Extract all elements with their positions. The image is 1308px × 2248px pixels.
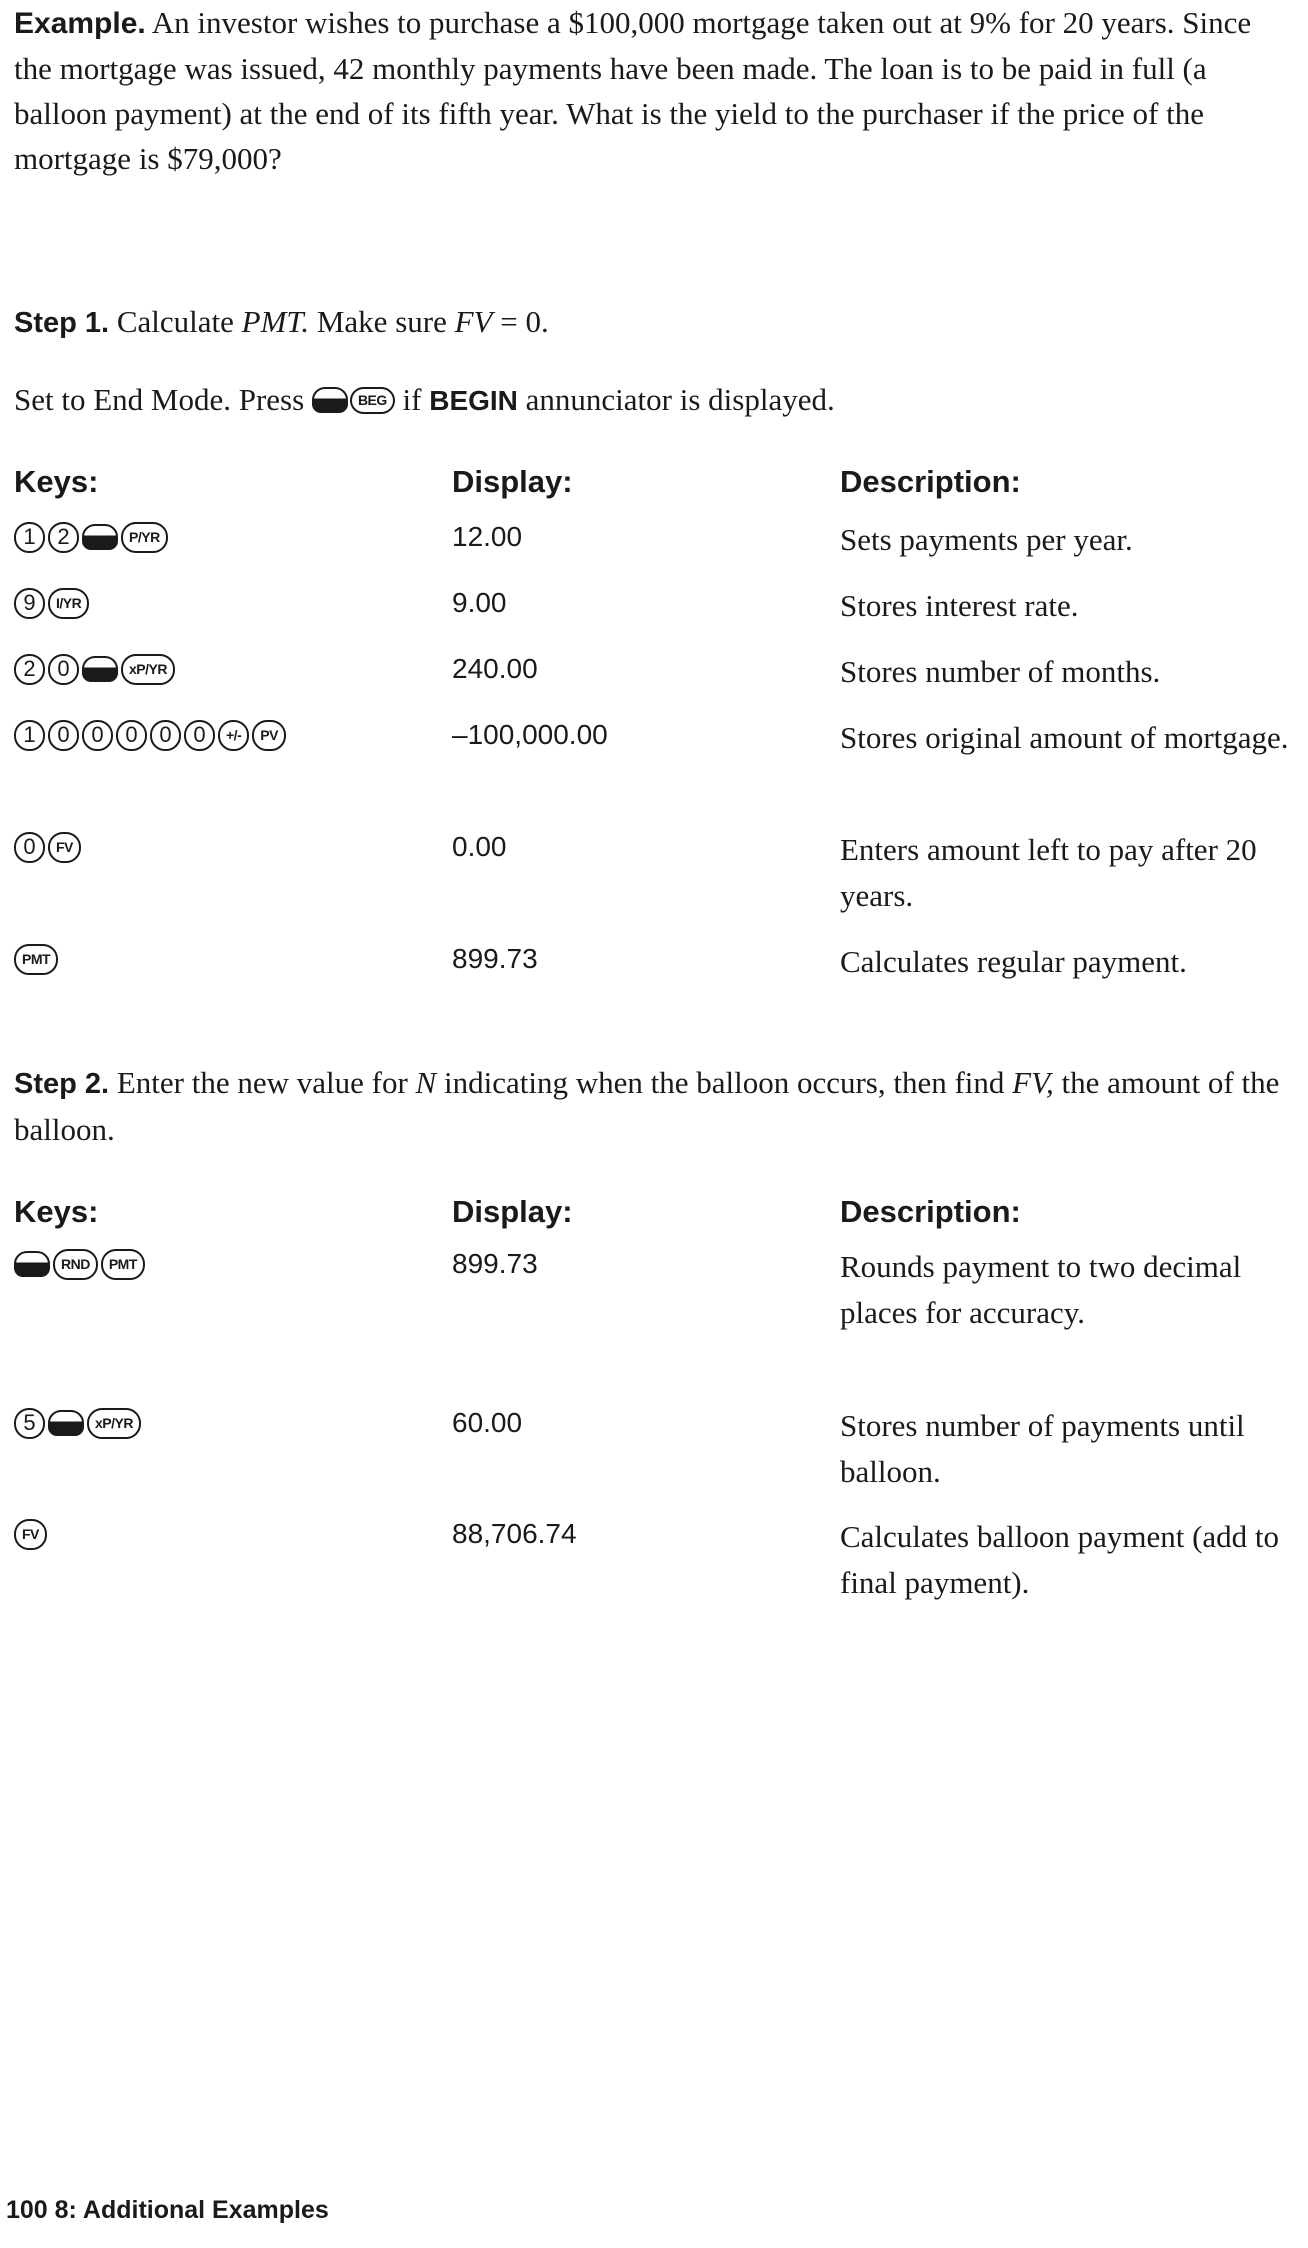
keystroke-sequence: [14, 651, 175, 687]
key-xp-yr: xP/YR: [87, 1408, 141, 1439]
step1-text-b: Make sure: [309, 304, 455, 339]
step2-label: Step 2.: [14, 1068, 110, 1100]
description-text: Sets payments per year.: [840, 522, 1133, 557]
step2-text-a: Enter the new value for: [116, 1065, 416, 1100]
display-value: 9.00: [452, 587, 507, 618]
display-header: Display:: [452, 1194, 573, 1229]
description-text: Enters amount left to pay after 20 years.: [840, 832, 1257, 913]
page-footer: 100 8: Additional Examples: [6, 2196, 329, 2224]
key-2: 2: [14, 654, 45, 685]
keystroke-sequence: [14, 829, 81, 865]
step1-text-c: = 0.: [492, 304, 549, 339]
end-mode-text-c: annunciator is displayed.: [525, 382, 835, 417]
step1-label: Step 1.: [14, 307, 110, 339]
keystroke-sequence: [14, 717, 286, 753]
display-value: 899.73: [452, 943, 538, 974]
beg-key: BEG: [350, 387, 395, 414]
step2-fv: FV,: [1012, 1065, 1054, 1100]
key-0: 0: [150, 720, 181, 751]
keystroke-sequence: [14, 1246, 145, 1282]
shift-key-icon: [48, 1410, 84, 1436]
key-0: 0: [48, 654, 79, 685]
display-value: 899.73: [452, 1248, 538, 1279]
example-paragraph: [14, 0, 1284, 181]
display-value: 60.00: [452, 1407, 523, 1438]
description-text: Calculates regular payment.: [840, 944, 1187, 979]
keys-header: Keys:: [14, 464, 99, 499]
key-p-yr: P/YR: [121, 522, 168, 553]
beg-key-combo: [312, 387, 395, 414]
keystroke-sequence: [14, 1405, 141, 1441]
description-text: Stores original amount of mortgage.: [840, 720, 1289, 755]
key-9: 9: [14, 588, 45, 619]
key-i-yr: I/YR: [48, 588, 89, 619]
key-0: 0: [116, 720, 147, 751]
shift-key-icon: [312, 387, 348, 413]
key-0: 0: [184, 720, 215, 751]
key-sign: +/-: [218, 720, 249, 751]
display-value: 88,706.74: [452, 1518, 577, 1549]
key-pmt: PMT: [14, 944, 58, 975]
key-rnd: RND: [53, 1249, 98, 1280]
step1-paragraph: [14, 299, 1284, 346]
step1-text-a: Calculate: [116, 304, 242, 339]
description-text: Stores interest rate.: [840, 588, 1079, 623]
step2-text-c: the amount of the balloon.: [14, 1065, 1280, 1147]
display-value: 12.00: [452, 521, 523, 552]
key-1: 1: [14, 522, 45, 553]
end-mode-paragraph: [14, 377, 1284, 423]
display-value: 240.00: [452, 653, 538, 684]
key-0: 0: [48, 720, 79, 751]
key-5: 5: [14, 1408, 45, 1439]
key-0: 0: [14, 832, 45, 863]
step2-text-b: indicating when the balloon occurs, then find: [436, 1065, 1013, 1100]
description-text: Stores number of payments until balloon.: [840, 1408, 1245, 1489]
end-mode-text-a: Set to End Mode. Press: [14, 382, 305, 417]
example-text: An investor wishes to purchase a $100,000 mortgage taken out at 9% for 20 years. Since the mortgage was issued, 42 monthly payments have been made. The loan is to be paid in full (a balloon payment) at the end of its fifth year. What is the yield to the purchaser if the price of the mortgage is $79,000?: [14, 5, 1252, 176]
step2-paragraph: [14, 1060, 1284, 1152]
step2-n: N: [415, 1065, 437, 1100]
shift-key-icon: [82, 524, 118, 550]
key-pv: PV: [252, 720, 286, 751]
display-value: –100,000.00: [452, 719, 608, 750]
key-2: 2: [48, 522, 79, 553]
keystroke-sequence: [14, 941, 58, 977]
description-header: Description:: [840, 464, 1021, 499]
step1-pmt: PMT.: [241, 304, 310, 339]
key-fv: FV: [48, 832, 81, 863]
shift-key-icon: [82, 656, 118, 682]
key-pmt: PMT: [101, 1249, 145, 1280]
description-text: Stores number of months.: [840, 654, 1161, 689]
display-value: 0.00: [452, 831, 507, 862]
key-0: 0: [82, 720, 113, 751]
end-mode-text-b: if: [402, 382, 422, 417]
shift-key-icon: [14, 1251, 50, 1277]
key-1: 1: [14, 720, 45, 751]
keystroke-sequence: [14, 519, 168, 555]
keystroke-sequence: [14, 585, 89, 621]
keys-header: Keys:: [14, 1194, 99, 1229]
step1-fv: FV: [454, 304, 493, 339]
description-text: Rounds payment to two decimal places for accuracy.: [840, 1249, 1242, 1330]
description-header: Description:: [840, 1194, 1021, 1229]
keystroke-sequence: [14, 1516, 47, 1552]
description-text: Calculates balloon payment (add to final payment).: [840, 1519, 1280, 1600]
key-fv: FV: [14, 1519, 47, 1550]
display-header: Display:: [452, 464, 573, 499]
example-label: Example.: [14, 7, 146, 40]
begin-annunciator: BEGIN: [429, 385, 518, 416]
key-xp-yr: xP/YR: [121, 654, 175, 685]
